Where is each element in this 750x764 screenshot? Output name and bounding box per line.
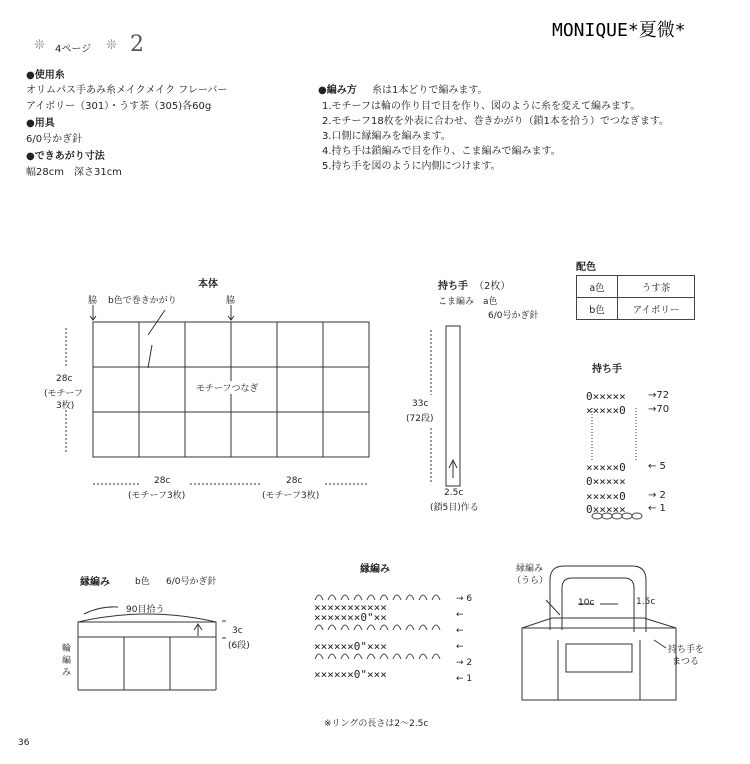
edging-row-label: ← <box>456 610 464 620</box>
edging-hook: 6/0号かぎ針 <box>166 577 217 587</box>
tools-title: ●用具 <box>26 118 55 129</box>
color-table-title: 配色 <box>576 262 596 273</box>
edging-height: 3c <box>232 626 243 636</box>
instruction-step: 5.持ち手を図のように内側につけます。 <box>322 161 501 172</box>
assembly-attach: まつる <box>672 657 700 667</box>
edging-color: b色 <box>135 577 150 587</box>
height-label: 28c <box>56 374 73 384</box>
flower-icon-left: ❊ <box>34 38 45 53</box>
assembly-edging: 縁編み <box>516 564 544 574</box>
chart-row-symbols: 0××××× <box>586 503 626 516</box>
color-table <box>576 275 695 320</box>
width-label-right: 28c <box>286 476 303 486</box>
flower-icon-right: ❊ <box>106 38 117 53</box>
ring-length-note: ※リングの長さは2〜2.5c <box>324 719 429 729</box>
side-label-right: 脇 <box>226 296 236 306</box>
instruction-step: 1.モチーフは輪の作り目で目を作り、図のように糸を変えて編みます。 <box>322 101 641 112</box>
instruction-step: 2.モチーフ18枚を外表に合わせ、巻きかがり（鎖1本を拾う）でつなぎます。 <box>322 116 670 127</box>
table-row <box>577 276 695 298</box>
yarn-title: ●使用糸 <box>26 70 65 81</box>
page-number: 36 <box>18 738 30 748</box>
instructions-title: ●編み方 <box>318 85 357 96</box>
size-line: 幅28cm 深さ31cm <box>26 167 122 178</box>
edging-chart-row: ×××××××0"×× <box>314 611 387 624</box>
color-value: うす茶 <box>618 276 695 298</box>
body-center-label: モチーフつなぎ <box>196 381 259 394</box>
color-value: アイボリー <box>618 298 695 320</box>
height-label: 3枚) <box>56 401 75 411</box>
edging-pickup: 90目拾う <box>126 605 165 615</box>
handle-title: 持ち手 <box>438 281 468 292</box>
height-label: (モチーフ <box>44 389 84 399</box>
edging-row-label: ← <box>456 642 464 652</box>
edging-chart-row: ××××××××××× <box>314 601 387 614</box>
assembly-edging: （うら） <box>512 576 549 586</box>
chart-row-label: →70 <box>648 404 670 415</box>
chart-row-symbols: 0××××× <box>586 475 626 488</box>
chart-row-label: →72 <box>648 390 670 401</box>
chart-row-symbols: ×××××0 <box>586 490 626 503</box>
chart-row-symbols: 0××××× <box>586 390 626 403</box>
ring-label: 輪 <box>62 644 72 654</box>
color-key: b色 <box>577 298 618 320</box>
handle-length: (72段) <box>406 414 434 424</box>
edging-chart-row: ××××××0"××× <box>314 640 387 653</box>
chart-row-label: ← 1 <box>648 503 666 514</box>
body-title: 本体 <box>198 279 218 290</box>
pattern-number: 2 <box>130 32 144 57</box>
handle-hook: 6/0号かぎ針 <box>488 311 539 321</box>
handle-stitch: こま編み a色 <box>438 297 498 307</box>
width-label-left: (モチーフ3枚) <box>128 491 186 501</box>
ring-label: 編 <box>62 656 72 666</box>
edging-row-label: ← <box>456 626 464 636</box>
chart-row-label: ← 5 <box>648 461 666 472</box>
handle-width: (鎖5目)作る <box>430 503 479 513</box>
edging-row-label: → 2 <box>456 658 473 668</box>
handle-chart-title: 持ち手 <box>592 364 622 375</box>
edging-chart-row: ××××××0"××× <box>314 668 387 681</box>
instructions-note: 糸は1本どりで編みます。 <box>372 85 488 96</box>
chart-row-symbols: ×××××0 <box>586 461 626 474</box>
edging-height: (6段) <box>228 641 250 651</box>
width-label-left: 28c <box>154 476 171 486</box>
handle-length: 33c <box>412 399 429 409</box>
edging-title: 縁編み <box>80 577 110 588</box>
handle-width: 2.5c <box>444 488 464 498</box>
edging-chart-title: 縁編み <box>360 564 390 575</box>
yarn-line-2: アイボリー（301）・うす茶（305)各60g <box>26 101 212 112</box>
whipstitch-label: b色で巻きかがり <box>108 296 177 306</box>
assembly-width: 10c <box>578 598 595 608</box>
chart-row-label: → 2 <box>648 490 666 501</box>
tools-line: 6/0号かぎ針 <box>26 134 83 145</box>
side-label-left: 脇 <box>88 296 98 306</box>
handle-count: （2枚） <box>474 281 511 292</box>
assembly-offset: 1.5c <box>636 597 656 607</box>
instruction-step: 3.口側に縁編みを編みます。 <box>322 131 451 142</box>
watermark: MONIQUE*夏微* <box>552 20 686 41</box>
chart-row-symbols: ×××××0 <box>586 404 626 417</box>
edging-row-label: → 6 <box>456 594 473 604</box>
yarn-line-1: オリムパス手あみ糸メイクメイク フレーバー <box>26 85 228 96</box>
assembly-attach: 持ち手を <box>668 645 705 655</box>
size-title: ●できあがり寸法 <box>26 151 105 162</box>
instruction-step: 4.持ち手は鎖編みで目を作り、こま編みで編みます。 <box>322 146 561 157</box>
edging-row-label: ← 1 <box>456 674 473 684</box>
color-key: a色 <box>577 276 618 298</box>
table-row <box>577 298 695 320</box>
ring-label: み <box>62 668 72 678</box>
width-label-right: (モチーフ3枚) <box>262 491 320 501</box>
page-ref: 4ページ <box>55 44 92 55</box>
